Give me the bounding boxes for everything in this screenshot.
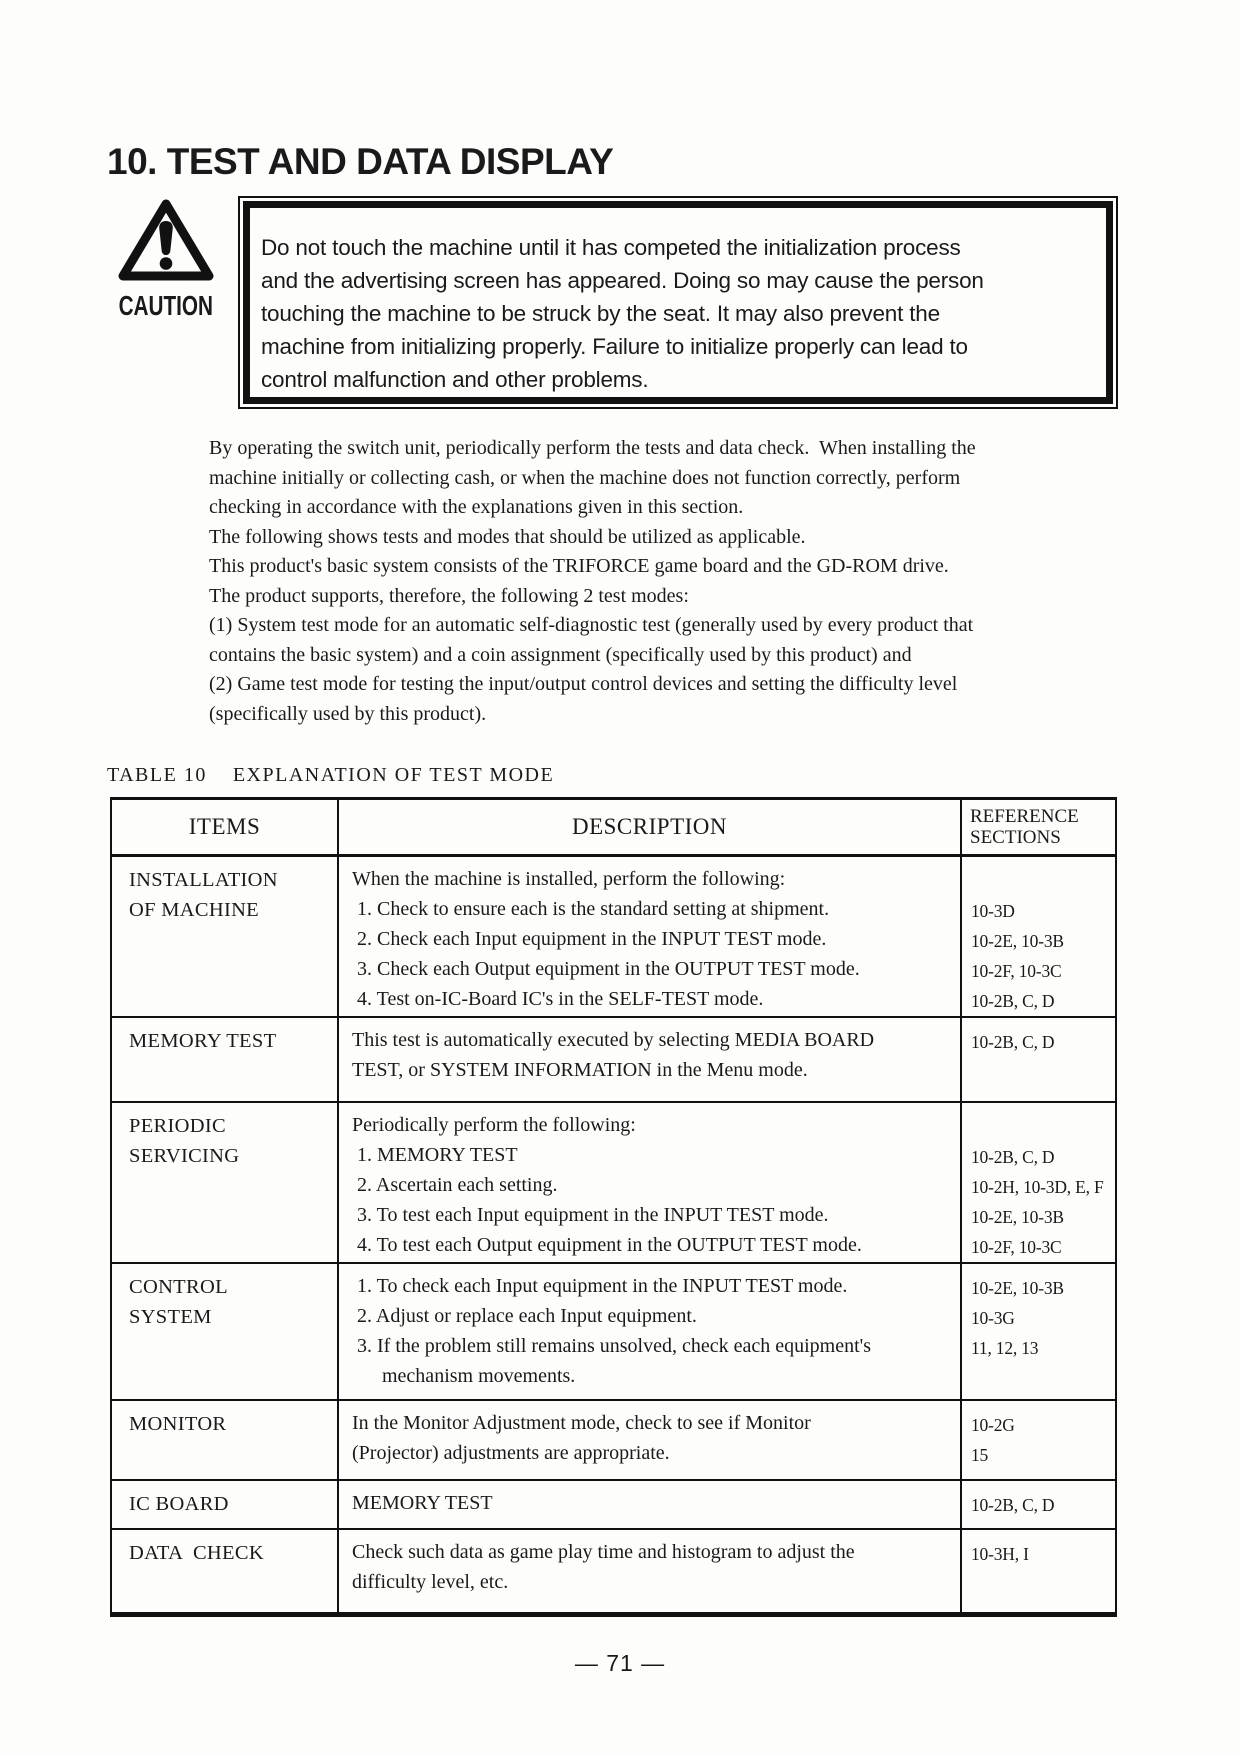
text-line: and the advertising screen has appeared. Doing so may cause the person: [261, 268, 984, 293]
item-cell: [111, 1400, 338, 1480]
caution-text: [250, 208, 1106, 396]
description-cell: [338, 1017, 961, 1102]
description-cell: [338, 1263, 961, 1400]
warning-triangle-icon: [117, 197, 215, 283]
text-line: 15: [971, 1445, 989, 1465]
item-cell: [111, 1017, 338, 1102]
text-line: PERIODIC: [129, 1115, 226, 1137]
text-line: 4. Test on-IC-Board IC's in the SELF-TEST mode.: [352, 988, 764, 1010]
description-cell: [338, 1529, 961, 1614]
text-line: checking in accordance with the explanations given in this section.: [209, 496, 744, 518]
text-line: (2) Game test mode for testing the input/output control devices and setting the difficulty level: [209, 673, 958, 695]
text-line: 10-2B, C, D: [971, 1032, 1055, 1052]
text-line: 10-2E, 10-3B: [971, 1278, 1064, 1298]
reference-cell: [961, 1017, 1116, 1102]
text-line: IC BOARD: [129, 1493, 229, 1515]
text-line: 3. If the problem still remains unsolved, check each equipment's: [352, 1335, 872, 1357]
column-header-reference: [961, 799, 1116, 856]
text-line: SECTIONS: [970, 827, 1061, 848]
table-row: [111, 856, 1116, 1018]
text-line: TEST, or SYSTEM INFORMATION in the Menu mode.: [352, 1059, 808, 1081]
text-line: 10-2F, 10-3C: [971, 961, 1062, 981]
caution-label: CAUTION: [118, 290, 214, 321]
description-cell: [338, 1102, 961, 1263]
column-header-description: DESCRIPTION: [338, 799, 961, 856]
text-line: 10-2F, 10-3C: [971, 1237, 1062, 1257]
text-line: difficulty level, etc.: [352, 1571, 509, 1593]
table-row: [111, 1263, 1116, 1400]
page-title: 10. TEST AND DATA DISPLAY: [107, 140, 614, 182]
text-line: The product supports, therefore, the following 2 test modes:: [209, 584, 689, 607]
reference-cell: [961, 1480, 1116, 1529]
text-line: 10-2E, 10-3B: [971, 931, 1064, 951]
text-line: Do not touch the machine until it has competed the initialization process: [261, 235, 961, 260]
caution-box-frame: [243, 201, 1113, 404]
text-line: machine initially or collecting cash, or when the machine does not function correctly, perform: [209, 466, 961, 489]
table-row: [111, 1400, 1116, 1480]
item-cell: [111, 856, 338, 1018]
description-cell: [338, 1400, 961, 1480]
text-line: 3. Check each Output equipment in the OUTPUT TEST mode.: [352, 958, 860, 980]
text-line: OF MACHINE: [129, 899, 259, 921]
text-line: (specifically used by this product).: [209, 702, 487, 725]
text-line: This product's basic system consists of the TRIFORCE game board and the GD-ROM drive.: [209, 555, 949, 577]
intro-paragraph: [209, 434, 976, 729]
table-row: [111, 1480, 1116, 1529]
text-line: 4. To test each Output equipment in the OUTPUT TEST mode.: [352, 1234, 862, 1256]
text-line: 10-2G: [971, 1415, 1015, 1435]
text-line: In the Monitor Adjustment mode, check to see if Monitor: [352, 1412, 811, 1434]
text-line: MEMORY TEST: [352, 1492, 493, 1514]
text-line: 11, 12, 13: [971, 1338, 1039, 1358]
text-line: Check such data as game play time and histogram to adjust the: [352, 1541, 855, 1563]
table-row: [111, 1017, 1116, 1102]
reference-cell: [961, 856, 1116, 1018]
text-line: 10-2B, C, D: [971, 1495, 1055, 1515]
text-line: DATA CHECK: [129, 1542, 264, 1564]
text-line: 2. Ascertain each setting.: [352, 1174, 558, 1196]
item-cell: [111, 1480, 338, 1529]
text-line: 3. To test each Input equipment in the INPUT TEST mode.: [352, 1204, 829, 1226]
reference-cell: [961, 1529, 1116, 1614]
table-row: [111, 1529, 1116, 1614]
text-line: 10-3H, I: [971, 1544, 1029, 1564]
text-line: REFERENCE: [970, 806, 1079, 827]
reference-cell: [961, 1263, 1116, 1400]
text-line: mechanism movements.: [352, 1365, 576, 1387]
text-line: INSTALLATION: [129, 869, 278, 891]
test-mode-table: [110, 797, 1117, 1617]
text-line: Periodically perform the following:: [352, 1114, 636, 1136]
table-header: [111, 799, 1116, 856]
text-line: contains the basic system) and a coin assignment (specifically used by this product) and: [209, 643, 912, 666]
text-line: (1) System test mode for an automatic self-diagnostic test (generally used by every product that: [209, 614, 974, 636]
table-row: [111, 1102, 1116, 1263]
text-line: SYSTEM: [129, 1306, 212, 1328]
text-line: 1. To check each Input equipment in the INPUT TEST mode.: [352, 1275, 848, 1297]
text-line: When the machine is installed, perform the following:: [352, 868, 786, 890]
text-line: [971, 866, 1115, 896]
text-line: control malfunction and other problems.: [261, 367, 649, 392]
text-line: 10-2H, 10-3D, E, F: [971, 1177, 1104, 1197]
text-line: The following shows tests and modes that should be utilized as applicable.: [209, 525, 806, 548]
table-caption: TABLE 10 EXPLANATION OF TEST MODE: [107, 764, 555, 786]
text-line: 1. MEMORY TEST: [352, 1144, 518, 1166]
item-cell: [111, 1263, 338, 1400]
caution-icon-block: [100, 197, 232, 322]
text-line: (Projector) adjustments are appropriate.: [352, 1442, 670, 1464]
reference-cell: [961, 1400, 1116, 1480]
item-cell: [111, 1529, 338, 1614]
text-line: 1. Check to ensure each is the standard setting at shipment.: [352, 898, 830, 920]
text-line: 10-2B, C, D: [971, 991, 1055, 1011]
text-line: 10-2E, 10-3B: [971, 1207, 1064, 1227]
caution-box: [238, 196, 1118, 409]
description-cell: [338, 856, 961, 1018]
test-mode-table-rows: [111, 856, 1116, 1615]
text-line: CONTROL: [129, 1276, 228, 1298]
description-cell: [338, 1480, 961, 1529]
reference-cell: [961, 1102, 1116, 1263]
text-line: 2. Check each Input equipment in the INPUT TEST mode.: [352, 928, 827, 950]
text-line: [971, 1112, 1115, 1142]
text-line: This test is automatically executed by selecting MEDIA BOARD: [352, 1029, 875, 1051]
text-line: MONITOR: [129, 1413, 227, 1435]
text-line: machine from initializing properly. Failure to initialize properly can lead to: [261, 334, 968, 359]
item-cell: [111, 1102, 338, 1263]
text-line: MEMORY TEST: [129, 1030, 277, 1052]
page-number: — 71 —: [574, 1650, 666, 1676]
text-line: 10-3D: [971, 901, 1015, 921]
text-line: By operating the switch unit, periodically perform the tests and data check. When installing the: [209, 437, 976, 459]
column-header-items: ITEMS: [111, 799, 338, 856]
text-line: 10-3G: [971, 1308, 1015, 1328]
text-line: 2. Adjust or replace each Input equipment.: [352, 1305, 697, 1327]
table-header-row: [111, 799, 1116, 856]
text-line: SERVICING: [129, 1145, 240, 1167]
text-line: 10-2B, C, D: [971, 1147, 1055, 1167]
text-line: touching the machine to be struck by the seat. It may also prevent the: [261, 301, 940, 326]
